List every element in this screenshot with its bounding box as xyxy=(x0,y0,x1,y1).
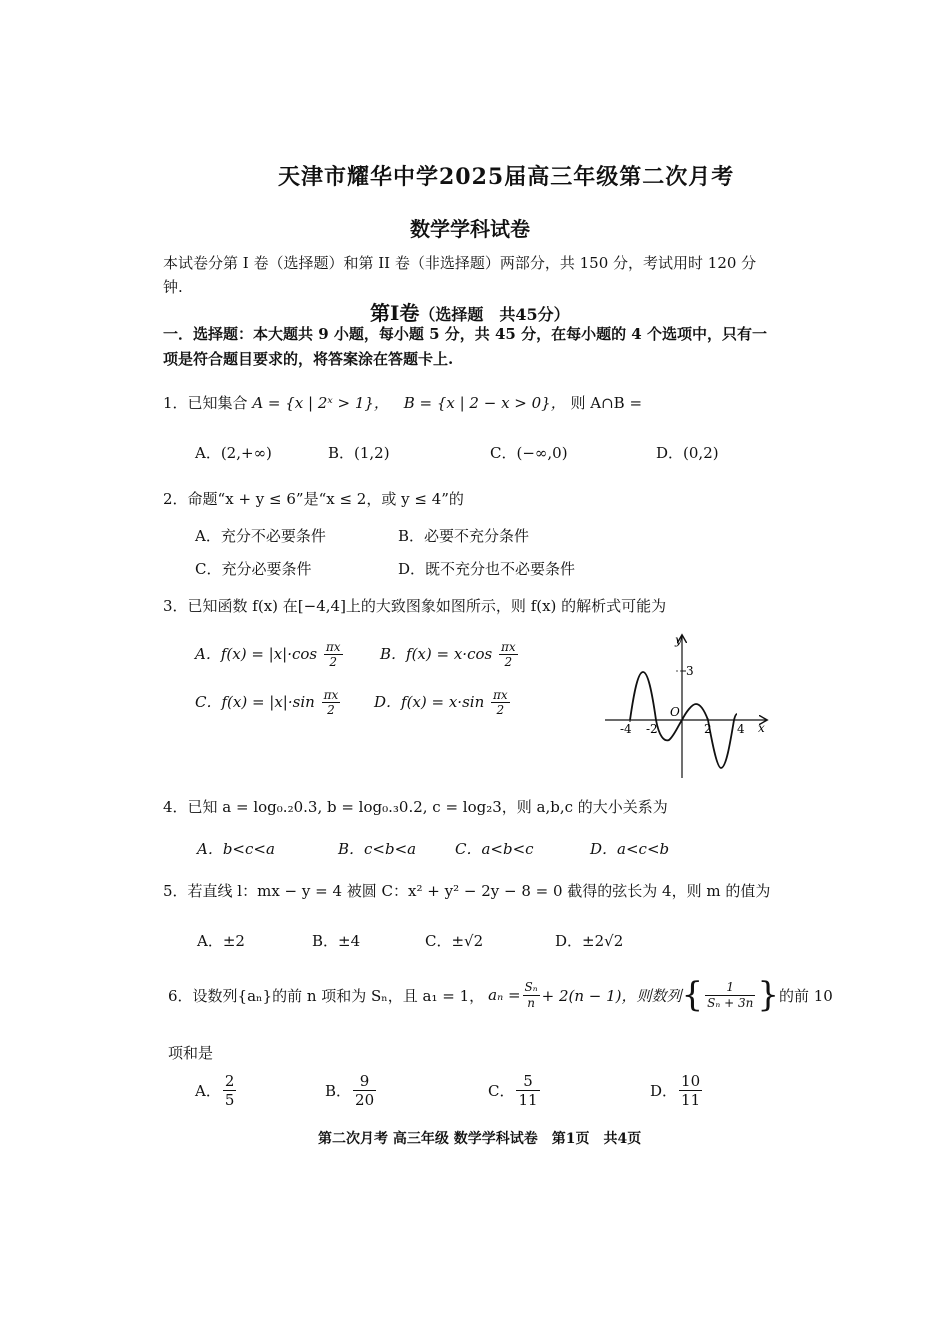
x-tick-label-4: 4 xyxy=(737,722,745,736)
q1-option-c: C．(−∞,0) xyxy=(490,444,568,462)
fraction-denominator: 20 xyxy=(355,1091,375,1109)
fraction-numerator: 2 xyxy=(224,1072,235,1090)
fraction-denominator: 2 xyxy=(504,655,513,670)
q2-option-a: A．充分不必要条件 xyxy=(195,527,326,545)
part1-heading xyxy=(370,297,570,326)
y-axis-label: y xyxy=(675,633,682,647)
fraction-numerator: 1 xyxy=(705,980,755,995)
q6-option-b xyxy=(325,1072,378,1109)
x-tick-label-neg2: -2 xyxy=(646,722,658,736)
q6-option-d xyxy=(650,1072,704,1109)
part1-instr-line-2: 项是符合题目要求的，将答案涂在答题卡上. xyxy=(163,350,454,368)
fraction-numerator: 5 xyxy=(516,1072,539,1091)
q6-option-d-fraction xyxy=(679,1072,702,1109)
origin-label: O xyxy=(670,705,680,719)
q1-stem xyxy=(163,392,642,413)
fraction-denominator: 5 xyxy=(224,1091,235,1109)
q6-stem-end: 的前 10 xyxy=(778,986,833,1005)
intro-line-2: 钟. xyxy=(163,278,183,296)
fraction-numerator: πx xyxy=(493,688,508,702)
q3-option-c xyxy=(195,688,342,718)
q2-option-c: C．充分必要条件 xyxy=(195,560,312,578)
q6-option-d-label: D． xyxy=(650,1082,678,1100)
q1-set-b: B = {x | 2 − x > 0}， xyxy=(403,394,566,412)
right-brace-glyph: } xyxy=(757,975,779,1015)
q3-option-c-fraction xyxy=(322,688,341,718)
fraction-denominator: n xyxy=(527,995,535,1010)
part1-heading-main: 第I卷 xyxy=(370,301,420,325)
fraction-numerator: πx xyxy=(500,640,516,654)
fraction-denominator: 11 xyxy=(518,1091,538,1109)
q6-fraction-sn-over-n xyxy=(523,980,540,1010)
q6-option-c-fraction xyxy=(516,1072,539,1109)
q1-option-a: A．(2,+∞) xyxy=(195,444,272,462)
fraction-numerator: 10 xyxy=(681,1072,701,1090)
q3-option-a-text: A．f(x) = |x|·cos xyxy=(195,644,318,663)
q6-option-a xyxy=(195,1072,238,1109)
q3-option-b xyxy=(380,640,520,670)
q5-option-c: C．±√2 xyxy=(425,932,484,950)
q2-stem: 2．命题“x + y ≤ 6”是“x ≤ 2，或 y ≤ 4”的 xyxy=(163,490,464,508)
intro-line-1: 本试卷分第 I 卷（选择题）和第 II 卷（非选择题）两部分，共 150 分，考试用时 120 分 xyxy=(163,254,757,272)
q5-option-a: A．±2 xyxy=(197,932,245,950)
q6-stem-line-2: 项和是 xyxy=(168,1044,214,1062)
q6-option-c xyxy=(488,1072,542,1109)
part1-instr-line-1: 一．选择题：本大题共 9 小题，每小题 5 分，共 45 分，在每小题的 4 个选项中，只有一 xyxy=(163,325,767,343)
fraction-denominator: 11 xyxy=(681,1091,701,1109)
fraction-denominator: 2 xyxy=(327,703,335,718)
q3-option-a xyxy=(195,640,345,670)
exam-title: 天津市耀华中学2025届高三年级第二次月考 xyxy=(278,164,735,190)
fraction-denominator: Sₙ + 3n xyxy=(707,995,754,1010)
fraction-denominator: 2 xyxy=(329,655,338,670)
q4-option-b: B．c<b<a xyxy=(338,840,417,858)
fraction-denominator: 2 xyxy=(496,703,505,718)
q1-option-b: B．(1,2) xyxy=(328,444,390,462)
q1-option-d: D．(0,2) xyxy=(656,444,719,462)
q3-option-d-text: D．f(x) = x·sin xyxy=(374,692,485,711)
q2-option-d: D．既不充分也不必要条件 xyxy=(398,560,576,578)
fraction-numerator: πx xyxy=(325,640,341,654)
q6-option-a-fraction xyxy=(223,1072,237,1109)
x-tick-label-2: 2 xyxy=(704,722,712,736)
q3-option-b-text: B．f(x) = x·cos xyxy=(380,644,493,663)
x-tick-label-neg4: -4 xyxy=(620,722,632,736)
fraction-numerator: 9 xyxy=(353,1072,376,1091)
q3-option-c-text: C．f(x) = |x|·sin xyxy=(195,692,315,711)
q4-option-c: C．a<b<c xyxy=(455,840,534,858)
q6-option-a-label: A． xyxy=(195,1082,221,1100)
q3-option-b-fraction xyxy=(499,640,518,670)
fraction-numerator: πx xyxy=(323,688,339,702)
q6-fraction-reciprocal xyxy=(705,980,755,1010)
q1-set-a: A = {x | 2ˣ > 1}， xyxy=(252,394,389,412)
q6-option-b-fraction xyxy=(353,1072,376,1109)
q4-option-d: D．a<c<b xyxy=(590,840,670,858)
q3-function-graph xyxy=(600,632,770,782)
q3-option-a-fraction xyxy=(324,640,343,670)
page-footer: 第二次月考 高三年级 数学学科试卷 第1页 共4页 xyxy=(318,1131,642,1147)
q6-stem xyxy=(168,975,833,1015)
q5-option-d: D．±2√2 xyxy=(555,932,624,950)
q1-stem-start: 1．已知集合 xyxy=(163,394,248,412)
q3-stem: 3．已知函数 f(x) 在[−4,4]上的大致图象如图所示，则 f(x) 的解析式可能为 xyxy=(163,597,667,615)
x-axis-label: x xyxy=(758,721,765,735)
q6-option-c-label: C． xyxy=(488,1082,515,1100)
q5-option-b: B．±4 xyxy=(312,932,361,950)
exam-subtitle: 数学学科试卷 xyxy=(410,217,530,241)
q5-stem: 5．若直线 l：mx − y = 4 被圆 C：x² + y² − 2y − 8 = 0 截得的弦长为 4，则 m 的值为 xyxy=(163,882,771,900)
q6-an-eq: aₙ = xyxy=(488,986,521,1004)
q1-stem-end: 则 A∩B = xyxy=(570,394,643,412)
q6-option-b-label: B． xyxy=(325,1082,352,1100)
q2-option-b: B．必要不充分条件 xyxy=(398,527,530,545)
q3-option-d-fraction xyxy=(491,688,510,718)
q3-option-d xyxy=(374,688,512,718)
q4-option-a: A．b<c<a xyxy=(197,840,275,858)
fraction-numerator: Sₙ xyxy=(524,980,538,995)
y-tick-label-3: 3 xyxy=(686,664,694,678)
part1-heading-sub: （选择题 共45分） xyxy=(419,305,570,324)
q6-stem-start: 6．设数列{aₙ}的前 n 项和为 Sₙ，且 a₁ = 1， xyxy=(168,986,485,1005)
left-brace-glyph: { xyxy=(681,975,704,1015)
q4-stem: 4．已知 a = log₀.₂0.3, b = log₀.₃0.2, c = log₂3，则 a,b,c 的大小关系为 xyxy=(163,798,668,816)
q6-stem-middle: + 2(n − 1)，则数列 xyxy=(541,986,682,1005)
